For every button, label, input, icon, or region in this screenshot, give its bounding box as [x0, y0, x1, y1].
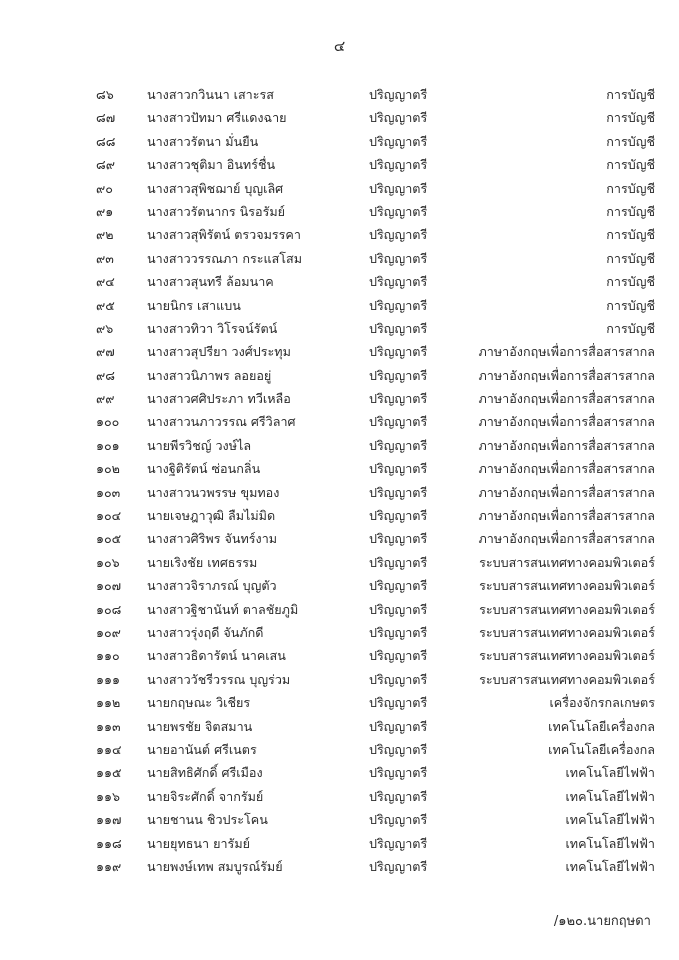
- list-row: [0, 177, 679, 200]
- row-number: ๘๙: [96, 157, 115, 173]
- row-number: ๑๑๐: [96, 648, 120, 664]
- list-row: [0, 738, 679, 761]
- degree-level: ปริญญาตรี: [369, 812, 428, 828]
- list-row: [0, 457, 679, 480]
- list-row: [0, 481, 679, 504]
- person-name: นายจิระศักดิ์ จากรัมย์: [147, 788, 264, 804]
- degree-level: ปริญญาตรี: [369, 835, 428, 851]
- list-row: [0, 832, 679, 855]
- major-field: เทคโนโลยีไฟฟ้า: [565, 788, 655, 804]
- person-name: นายเจษฎาวุฒิ ลืมไม่มิด: [147, 508, 276, 524]
- list-row: [0, 715, 679, 738]
- degree-level: ปริญญาตรี: [369, 133, 428, 149]
- list-row: [0, 83, 679, 106]
- continuation-note: /๑๒๐.นายกฤษดา: [553, 914, 651, 929]
- degree-level: ปริญญาตรี: [369, 320, 428, 336]
- list-row: [0, 785, 679, 808]
- person-name: นายพงษ์เทพ สมบูรณ์รัมย์: [147, 858, 283, 874]
- row-number: ๑๑๔: [96, 741, 122, 757]
- degree-level: ปริญญาตรี: [369, 531, 428, 547]
- major-field: เทคโนโลยีไฟฟ้า: [565, 812, 655, 828]
- degree-level: ปริญญาตรี: [369, 414, 428, 430]
- major-field: เทคโนโลยีไฟฟ้า: [565, 858, 655, 874]
- major-field: ภาษาอังกฤษเพื่อการสื่อสารสากล: [478, 484, 655, 500]
- major-field: การบัญชี: [606, 180, 655, 196]
- row-number: ๙๐: [96, 180, 113, 196]
- degree-level: ปริญญาตรี: [369, 157, 428, 173]
- person-name: นางสาวสุปรียา วงศ์ประทุม: [147, 344, 291, 360]
- row-number: ๑๐๑: [96, 437, 120, 453]
- list-row: [0, 247, 679, 270]
- major-field: เทคโนโลยีเครื่องกล: [548, 718, 655, 734]
- person-name: นางสาววรรณภา กระแสโสม: [147, 250, 303, 266]
- degree-level: ปริญญาตรี: [369, 624, 428, 640]
- row-number: ๘๘: [96, 133, 116, 149]
- person-name: นายสิทธิศักดิ์ ศรีเมือง: [147, 765, 263, 781]
- person-name: นางสาวทิวา วิโรจน์รัตน์: [147, 320, 278, 336]
- person-name: นางสาวธิดารัตน์ นาคเสน: [147, 648, 286, 664]
- row-number: ๑๐๓: [96, 484, 121, 500]
- degree-level: ปริญญาตรี: [369, 461, 428, 477]
- list-row: [0, 153, 679, 176]
- degree-level: ปริญญาตรี: [369, 203, 428, 219]
- person-name: นางสาวรัตนากร นิรอรัมย์: [147, 203, 286, 219]
- degree-level: ปริญญาตรี: [369, 671, 428, 687]
- list-row: [0, 761, 679, 784]
- row-number: ๑๐๕: [96, 531, 122, 547]
- list-row: [0, 410, 679, 433]
- list-row: [0, 387, 679, 410]
- page-number: ๔: [333, 37, 346, 55]
- major-field: การบัญชี: [606, 110, 655, 126]
- degree-level: ปริญญาตรี: [369, 508, 428, 524]
- row-number: ๙๓: [96, 250, 114, 266]
- row-number: ๑๐๘: [96, 601, 122, 617]
- major-field: ระบบสารสนเทศทางคอมพิวเตอร์: [479, 578, 655, 594]
- person-name: นางสาวสุพิชฌาย์ บุญเลิศ: [147, 180, 284, 196]
- row-number: ๑๑๖: [96, 788, 120, 804]
- person-name: นายกฤษณะ วิเชียร: [147, 695, 251, 711]
- major-field: การบัญชี: [606, 157, 655, 173]
- degree-level: ปริญญาตรี: [369, 344, 428, 360]
- list-row: [0, 527, 679, 550]
- major-field: ภาษาอังกฤษเพื่อการสื่อสารสากล: [478, 508, 655, 524]
- degree-level: ปริญญาตรี: [369, 180, 428, 196]
- row-number: ๙๒: [96, 227, 114, 243]
- major-field: ภาษาอังกฤษเพื่อการสื่อสารสากล: [478, 461, 655, 477]
- person-name: นางสาวชุติมา อินทร์ชื่น: [147, 157, 276, 173]
- degree-level: ปริญญาตรี: [369, 695, 428, 711]
- list-row: [0, 621, 679, 644]
- list-row: [0, 598, 679, 621]
- degree-level: ปริญญาตรี: [369, 367, 428, 383]
- row-number: ๑๐๗: [96, 578, 122, 594]
- person-name: นายอานันต์ ศรีเนตร: [147, 741, 257, 757]
- list-row: [0, 434, 679, 457]
- list-row: [0, 644, 679, 667]
- name-list: [0, 83, 679, 878]
- row-number: ๙๑: [96, 203, 114, 219]
- major-field: เทคโนโลยีไฟฟ้า: [565, 765, 655, 781]
- row-number: ๙๘: [96, 367, 115, 383]
- major-field: ระบบสารสนเทศทางคอมพิวเตอร์: [479, 624, 655, 640]
- person-name: นางฐิติรัตน์ ซ่อนกลิ่น: [147, 461, 261, 477]
- person-name: นางสาวนภาวรรณ ศรีวิลาศ: [147, 414, 296, 430]
- person-name: นายพีรวิชญ์ วงษ์ไล: [147, 437, 252, 453]
- list-row: [0, 106, 679, 129]
- major-field: เครื่องจักรกลเกษตร: [549, 695, 655, 711]
- major-field: ระบบสารสนเทศทางคอมพิวเตอร์: [479, 601, 655, 617]
- degree-level: ปริญญาตรี: [369, 391, 428, 407]
- major-field: การบัญชี: [606, 297, 655, 313]
- list-row: [0, 200, 679, 223]
- major-field: การบัญชี: [606, 203, 655, 219]
- major-field: ภาษาอังกฤษเพื่อการสื่อสารสากล: [478, 344, 655, 360]
- degree-level: ปริญญาตรี: [369, 765, 428, 781]
- major-field: การบัญชี: [606, 250, 655, 266]
- degree-level: ปริญญาตรี: [369, 741, 428, 757]
- list-row: [0, 340, 679, 363]
- person-name: นางสาวนิภาพร ลอยอยู่: [147, 367, 272, 383]
- list-row: [0, 317, 679, 340]
- row-number: ๑๐๐: [96, 414, 120, 430]
- major-field: ระบบสารสนเทศทางคอมพิวเตอร์: [479, 671, 655, 687]
- person-name: นางสาวศิริพร จันทร์งาม: [147, 531, 278, 547]
- row-number: ๑๑๗: [96, 812, 122, 828]
- row-number: ๑๐๖: [96, 554, 120, 570]
- person-name: นางสาวปัทมา ศรีแดงฉาย: [147, 110, 287, 126]
- person-name: นางสาวจิราภรณ์ บุญตัว: [147, 578, 277, 594]
- degree-level: ปริญญาตรี: [369, 648, 428, 664]
- row-number: ๑๑๙: [96, 858, 122, 874]
- degree-level: ปริญญาตรี: [369, 227, 428, 243]
- major-field: ระบบสารสนเทศทางคอมพิวเตอร์: [479, 648, 655, 664]
- list-row: [0, 223, 679, 246]
- list-row: [0, 551, 679, 574]
- person-name: นายเริงชัย เทศธรรม: [147, 554, 258, 570]
- major-field: ภาษาอังกฤษเพื่อการสื่อสารสากล: [478, 367, 655, 383]
- row-number: ๙๕: [96, 297, 115, 313]
- list-row: [0, 574, 679, 597]
- list-row: [0, 691, 679, 714]
- person-name: นายชานน ชิวประโคน: [147, 812, 268, 828]
- major-field: เทคโนโลยีไฟฟ้า: [565, 835, 655, 851]
- person-name: นางสาวกวินนา เสาะรส: [147, 87, 274, 102]
- degree-level: ปริญญาตรี: [369, 297, 428, 313]
- list-row: [0, 364, 679, 387]
- row-number: ๑๑๘: [96, 835, 122, 851]
- list-row: [0, 130, 679, 153]
- major-field: ภาษาอังกฤษเพื่อการสื่อสารสากล: [478, 391, 655, 407]
- row-number: ๙๙: [96, 391, 115, 407]
- row-number: ๑๑๓: [96, 718, 121, 734]
- row-number: ๑๑๕: [96, 765, 122, 781]
- degree-level: ปริญญาตรี: [369, 718, 428, 734]
- major-field: การบัญชี: [606, 274, 655, 290]
- person-name: นางสาวสุนทรี ล้อมนาค: [147, 274, 274, 290]
- row-number: ๑๐๙: [96, 624, 121, 640]
- person-name: นางสาววัชรีวรรณ บุญร่วม: [147, 671, 291, 687]
- major-field: การบัญชี: [606, 133, 655, 149]
- row-number: ๙๔: [96, 274, 115, 290]
- major-field: ภาษาอังกฤษเพื่อการสื่อสารสากล: [478, 437, 655, 453]
- degree-level: ปริญญาตรี: [369, 601, 428, 617]
- degree-level: ปริญญาตรี: [369, 274, 428, 290]
- major-field: ระบบสารสนเทศทางคอมพิวเตอร์: [479, 554, 655, 570]
- major-field: ภาษาอังกฤษเพื่อการสื่อสารสากล: [478, 531, 655, 547]
- person-name: นางสาวศศิประภา ทวีเหลือ: [147, 391, 291, 407]
- list-row: [0, 504, 679, 527]
- person-name: นายพรชัย จิตสมาน: [147, 718, 253, 734]
- row-number: ๘๖: [96, 87, 114, 102]
- row-number: ๘๗: [96, 110, 116, 126]
- row-number: ๑๑๑: [96, 671, 120, 687]
- row-number: ๙๗: [96, 344, 115, 360]
- major-field: ภาษาอังกฤษเพื่อการสื่อสารสากล: [478, 414, 655, 430]
- person-name: นายนิกร เสาแบน: [147, 297, 241, 313]
- list-row: [0, 294, 679, 317]
- list-row: [0, 668, 679, 691]
- major-field: เทคโนโลยีเครื่องกล: [548, 741, 655, 757]
- degree-level: ปริญญาตรี: [369, 858, 428, 874]
- degree-level: ปริญญาตรี: [369, 110, 428, 126]
- row-number: ๙๖: [96, 320, 114, 336]
- degree-level: ปริญญาตรี: [369, 87, 428, 102]
- degree-level: ปริญญาตรี: [369, 484, 428, 500]
- row-number: ๑๐๒: [96, 461, 120, 477]
- person-name: นางสาวรัตนา มั่นยืน: [147, 133, 259, 149]
- person-name: นายยุทธนา ยารัมย์: [147, 835, 251, 851]
- list-row: [0, 808, 679, 831]
- major-field: การบัญชี: [606, 87, 655, 102]
- row-number: ๑๑๒: [96, 695, 121, 711]
- person-name: นางสาวสุพิรัตน์ ตรวจมรรคา: [147, 227, 301, 243]
- person-name: นางสาวรุ่งฤดี จันภักดี: [147, 624, 264, 640]
- row-number: ๑๐๔: [96, 508, 122, 524]
- list-row: [0, 270, 679, 293]
- person-name: นางสาวฐิชานันท์ ตาลชัยภูมิ: [147, 601, 299, 617]
- list-row: [0, 855, 679, 878]
- degree-level: ปริญญาตรี: [369, 788, 428, 804]
- major-field: การบัญชี: [606, 320, 655, 336]
- person-name: นางสาวนวพรรษ ขุมทอง: [147, 484, 280, 500]
- major-field: การบัญชี: [606, 227, 655, 243]
- degree-level: ปริญญาตรี: [369, 554, 428, 570]
- degree-level: ปริญญาตรี: [369, 578, 428, 594]
- degree-level: ปริญญาตรี: [369, 250, 428, 266]
- degree-level: ปริญญาตรี: [369, 437, 428, 453]
